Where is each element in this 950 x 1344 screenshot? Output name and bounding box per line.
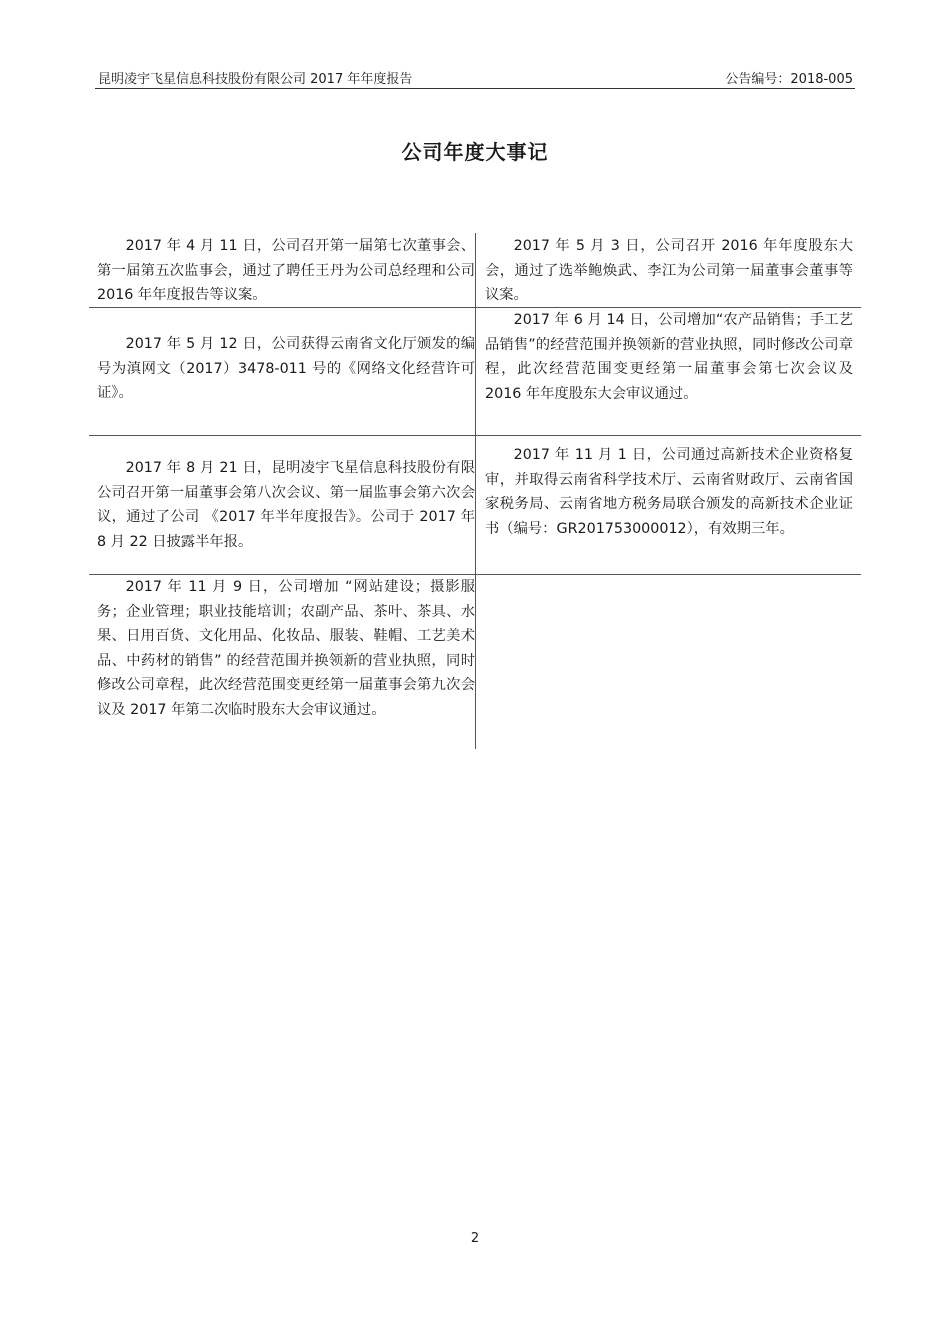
table-row (89, 575, 861, 749)
page-header (95, 66, 855, 89)
event-cell: 2017 年 6 月 14 日，公司增加“农产品销售；手工艺品销售”的经营范围并换领新的营业执照，同时修改公司章程，此次经营范围变更经第一届董事会第七次会议及 2016 年年度股东大会审议通过。 (485, 312, 853, 402)
event-cell: 2017 年 11 月 9 日，公司增加 “网站建设；摄影服务；企业管理；职业技能培训；农副产品、茶叶、茶具、水果、日用百货、文化用品、化妆品、服装、鞋帽、工艺美术品、中药材的销售” 的经营范围并换领新的营业执照，同时修改公司章程，此次经营范围变更经第一届董事会第九次会议及 2017 年第二次临时股东大会审议通过。 (97, 579, 475, 718)
event-cell: 2017 年 5 月 3 日，公司召开 2016 年年度股东大会，通过了选举鲍焕武、李江为公司第一届董事会董事等议案。 (485, 238, 853, 303)
event-cell: 2017 年 4 月 11 日，公司召开第一届第七次董事会、第一届第五次监事会，通过了聘任王丹为公司总经理和公司 2016 年年度报告等议案。 (97, 238, 475, 303)
column-divider (475, 233, 476, 307)
event-cell: 2017 年 5 月 12 日，公司获得云南省文化厅颁发的编号为滇网文（2017）3478-011 号的《网络文化经营许可证》。 (97, 336, 475, 401)
table-row (89, 308, 861, 436)
event-cell: 2017 年 8 月 21 日，昆明凌宇飞星信息科技股份有限公司召开第一届董事会第八次会议、第一届监事会第六次会议，通过了公司 《2017 年半年度报告》。公司于 2017 年 8 月 22 日披露半年报。 (97, 460, 475, 550)
table-row (89, 233, 861, 308)
event-cell: 2017 年 11 月 1 日，公司通过高新技术企业资格复审，并取得云南省科学技术厅、云南省财政厅、云南省国家税务局、云南省地方税务局联合颁发的高新技术企业证书（编号：GR201753000012），有效期三年。 (485, 447, 853, 537)
column-divider (475, 308, 476, 435)
table-row (89, 436, 861, 575)
events-table (89, 233, 861, 749)
header-announcement-number: 公告编号：2018-005 (725, 72, 853, 87)
column-divider (475, 575, 476, 749)
page-number: 2 (470, 1231, 480, 1246)
page-title: 公司年度大事记 (401, 140, 549, 164)
column-divider (475, 436, 476, 574)
header-company-report: 昆明凌宇飞星信息科技股份有限公司 2017 年年度报告 (98, 72, 413, 87)
